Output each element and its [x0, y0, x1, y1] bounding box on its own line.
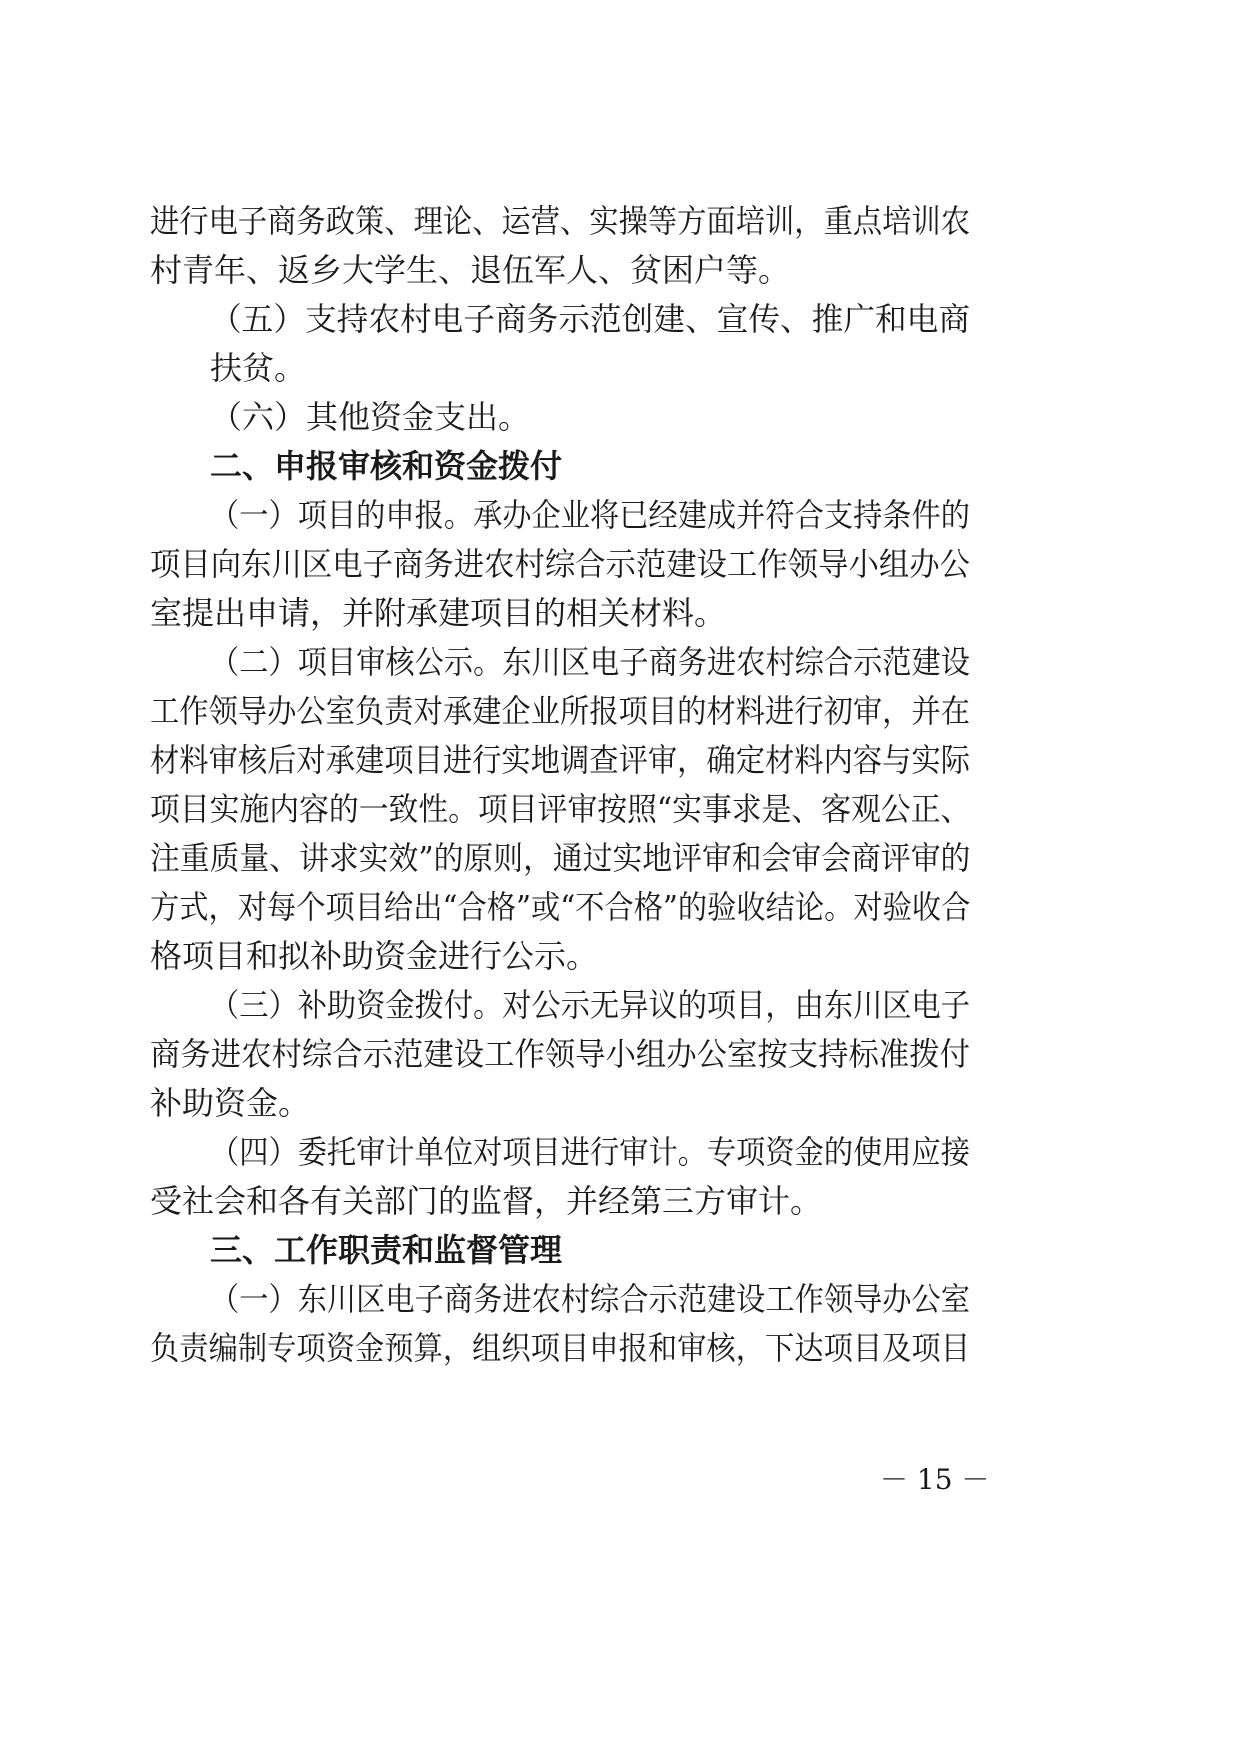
page-number: － 15 －: [880, 1463, 990, 1496]
body-line: 村青年、返乡大学生、退伍军人、贫困户等。: [150, 251, 791, 289]
body-line: （四）委托审计单位对项目进行审计。专项资金的使用应接: [210, 1133, 971, 1171]
body-line: 受社会和各有关部门的监督，并经第三方审计。: [150, 1182, 823, 1220]
body-line: 扶贫。: [210, 349, 307, 387]
body-line: 项目向东川区电子商务进农村综合示范建设工作领导小组办公: [150, 545, 971, 583]
body-line: 补助资金。: [150, 1084, 311, 1122]
body-line: （一）项目的申报。承办企业将已经建成并符合支持条件的: [210, 496, 971, 534]
body-line: （一）东川区电子商务进农村综合示范建设工作领导办公室: [210, 1280, 971, 1318]
body-line: 项目实施内容的一致性。项目评审按照“实事求是、客观公正、: [150, 790, 971, 828]
body-line: 方式，对每个项目给出“合格”或“不合格”的验收结论。对验收合: [150, 888, 971, 926]
body-line: （五）支持农村电子商务示范创建、宣传、推广和电商: [210, 300, 971, 338]
body-line: 负责编制专项资金预算，组织项目申报和审核，下达项目及项目: [150, 1329, 971, 1367]
body-line: 材料审核后对承建项目进行实地调查评审，确定材料内容与实际: [150, 741, 971, 779]
body-line: 商务进农村综合示范建设工作领导小组办公室按支持标准拨付: [150, 1035, 971, 1073]
body-line: 进行电子商务政策、理论、运营、实操等方面培训，重点培训农: [150, 202, 971, 240]
body-line: 注重质量、讲求实效”的原则，通过实地评审和会审会商评审的: [150, 839, 971, 877]
body-line: 工作领导办公室负责对承建企业所报项目的材料进行初审，并在: [150, 692, 971, 730]
body-line: 格项目和拟补助资金进行公示。: [150, 937, 599, 975]
section-heading: 三、工作职责和监督管理: [210, 1231, 563, 1269]
section-heading: 二、申报审核和资金拨付: [210, 447, 563, 485]
body-line: （六）其他资金支出。: [210, 398, 531, 436]
body-line: 室提出申请，并附承建项目的相关材料。: [150, 594, 727, 632]
body-line: （二）项目审核公示。东川区电子商务进农村综合示范建设: [210, 643, 971, 681]
body-line: （三）补助资金拨付。对公示无异议的项目，由东川区电子: [210, 986, 971, 1024]
